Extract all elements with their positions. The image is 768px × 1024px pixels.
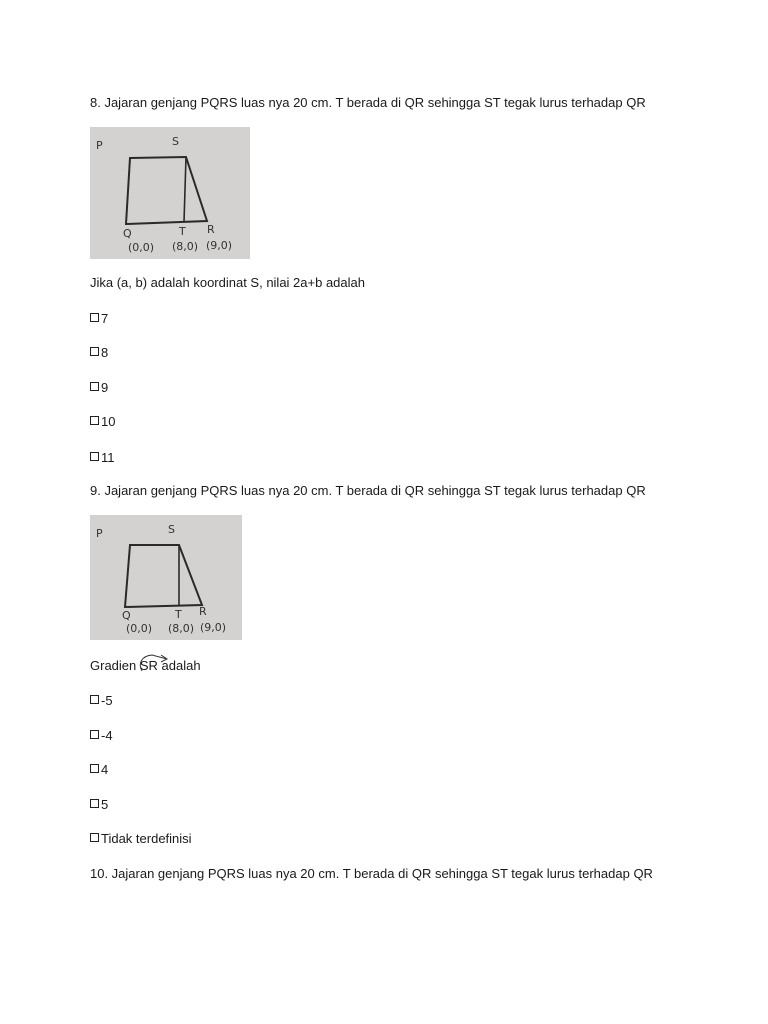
q9-option-1[interactable]: -5 xyxy=(90,693,113,709)
coord-r: (9,0) xyxy=(200,621,227,634)
q8-question: Jika (a, b) adalah koordinat S, nilai 2a+b adalah xyxy=(90,275,365,290)
q9-option-4[interactable]: 5 xyxy=(90,797,108,813)
coord-t: (8,0) xyxy=(168,622,195,635)
q10-prompt: 10. Jajaran genjang PQRS luas nya 20 cm. T berada di QR sehingga ST tegak lurus terhadap QR xyxy=(90,866,653,881)
q8-prompt: 8. Jajaran genjang PQRS luas nya 20 cm. T berada di QR sehingga ST tegak lurus terhadap QR xyxy=(90,95,646,110)
label-q: Q xyxy=(123,227,132,240)
checkbox-icon[interactable] xyxy=(90,764,99,773)
vector-arrow-icon xyxy=(136,652,170,674)
checkbox-icon[interactable] xyxy=(90,416,99,425)
label-t: T xyxy=(175,608,182,621)
checkbox-icon[interactable] xyxy=(90,313,99,322)
q8-parallelogram-figure xyxy=(90,127,250,259)
q8-option-4[interactable]: 10 xyxy=(90,414,115,430)
q9-option-5[interactable]: Tidak terdefinisi xyxy=(90,831,192,847)
checkbox-icon[interactable] xyxy=(90,382,99,391)
vector-sr: SR xyxy=(140,658,158,674)
q8-option-5[interactable]: 11 xyxy=(90,450,115,466)
q8-option-2[interactable]: 8 xyxy=(90,345,108,361)
label-p: P xyxy=(96,527,103,540)
q8-option-3[interactable]: 9 xyxy=(90,380,108,396)
label-r: R xyxy=(207,223,215,236)
label-p: P xyxy=(96,139,103,152)
label-s: S xyxy=(168,523,175,536)
checkbox-icon[interactable] xyxy=(90,695,99,704)
checkbox-icon[interactable] xyxy=(90,347,99,356)
checkbox-icon[interactable] xyxy=(90,799,99,808)
coord-q: (0,0) xyxy=(126,622,153,635)
label-t: T xyxy=(179,225,186,238)
label-q: Q xyxy=(122,609,131,622)
checkbox-icon[interactable] xyxy=(90,833,99,842)
checkbox-icon[interactable] xyxy=(90,730,99,739)
label-s: S xyxy=(172,135,179,148)
q8-option-1[interactable]: 7 xyxy=(90,311,108,327)
q9-prompt: 9. Jajaran genjang PQRS luas nya 20 cm. T berada di QR sehingga ST tegak lurus terhadap QR xyxy=(90,483,646,498)
coord-q: (0,0) xyxy=(128,241,155,254)
coord-r: (9,0) xyxy=(206,239,233,252)
q9-question: Gradien SR adalah xyxy=(90,658,201,674)
label-r: R xyxy=(199,605,207,618)
coord-t: (8,0) xyxy=(172,240,199,253)
checkbox-icon[interactable] xyxy=(90,452,99,461)
q9-option-2[interactable]: -4 xyxy=(90,728,113,744)
q9-parallelogram-figure xyxy=(90,515,242,640)
q9-option-3[interactable]: 4 xyxy=(90,762,108,778)
